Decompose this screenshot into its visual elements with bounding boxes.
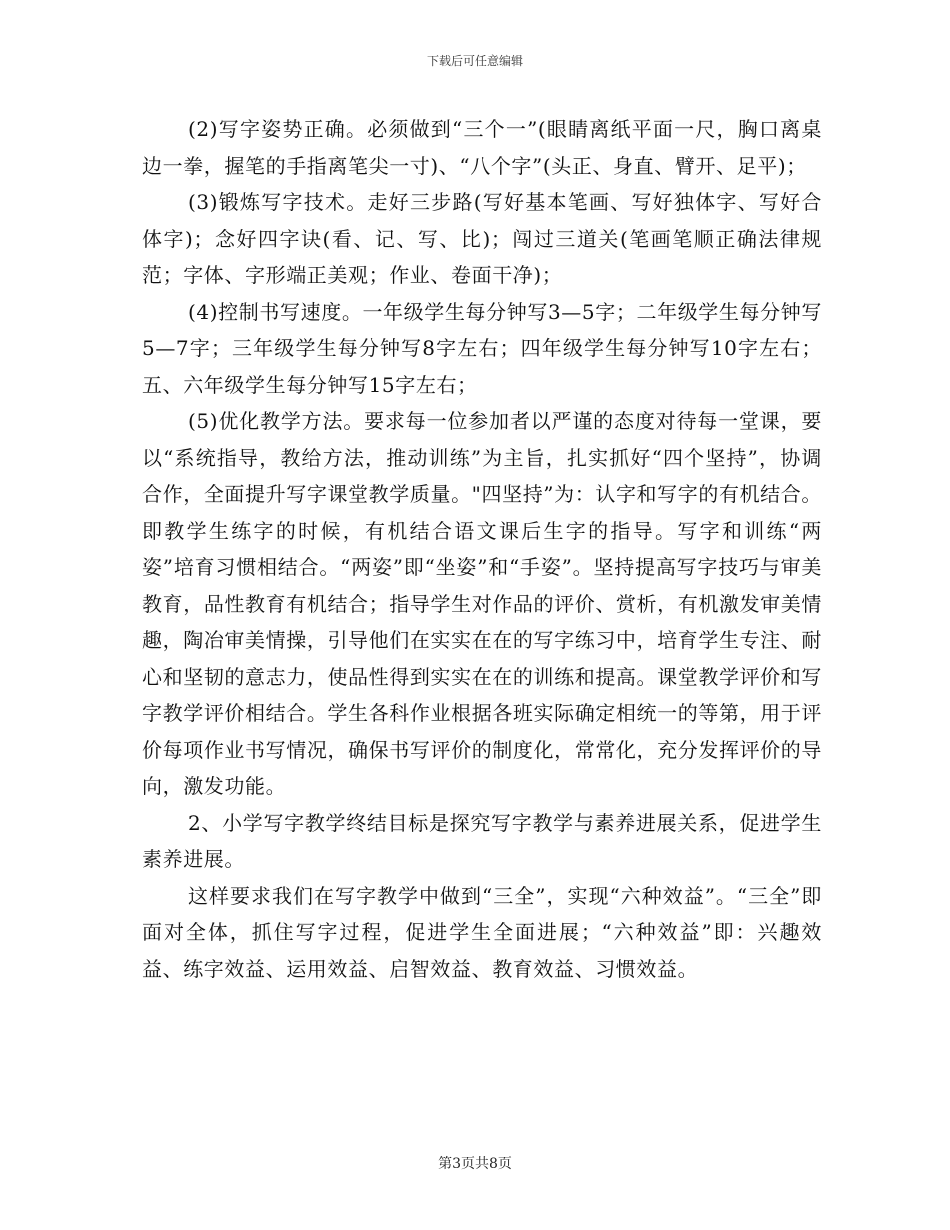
page-header: 下载后可任意编辑: [426, 54, 523, 68]
paragraph-teaching-method: (5)优化教学方法。要求每一位参加者以严谨的态度对待每一堂课，要以“系统指导，教给方法，推动训练”为主旨，扎实抓好“四个坚持”，协调合作，全面提升写字课堂教学质量。"四坚持”为：认字和写字的有机结合。即教学生练字的时候，有机结合语文课后生字的指导。写字和训练“两姿”培育习惯相结合。“两姿”即“坐姿”和“手姿”。坚持提高写字技巧与审美教育，品性教育有机结合；指导学生对作品的评价、赏析，有机激发审美情趣，陶冶审美情操，引导他们在实实在在的写字练习中，培育学生专注、耐心和坚韧的意志力，使品性得到实实在在的训练和提高。课堂教学评价和写字教学评价相结合。学生各科作业根据各班实际确定相统一的等第，用于评价每项作业书写情况，确保书写评价的制度化，常常化，充分发挥评价的导向，激发功能。: [142, 409, 822, 798]
document-body: [142, 111, 822, 987]
paragraph-three-six: 这样要求我们在写字教学中做到“三全”，实现“六种效益”。“三全”即面对全体，抓住写字过程，促进学生全面进展；“六种效益”即：兴趣效益、练字效益、运用效益、启智效益、教育效益、习惯效益。: [142, 883, 822, 981]
page-footer: 第3页共8页: [438, 1156, 512, 1172]
paragraph-writing-skill: (3)锻炼写字技术。走好三步路(写好基本笔画、写好独体字、写好合体字)；念好四字诀(看、记、写、比)；闯过三道关(笔画笔顺正确法律规范；字体、字形端正美观；作业、卷面干净)；: [142, 190, 822, 287]
paragraph-final-goal: 2、小学写字教学终结目标是探究写字教学与素养进展关系，促进学生素养进展。: [142, 810, 822, 871]
paragraph-writing-posture: (2)写字姿势正确。必须做到“三个一”(眼睛离纸平面一尺，胸口离桌边一拳，握笔的手指离笔尖一寸)、“八个字”(头正、身直、臂开、足平)；: [142, 117, 822, 178]
paragraph-writing-speed: (4)控制书写速度。一年级学生每分钟写3—5字；二年级学生每分钟写5—7字；三年级学生每分钟写8字左右；四年级学生每分钟写10字左右；五、六年级学生每分钟写15字左右；: [142, 299, 822, 397]
